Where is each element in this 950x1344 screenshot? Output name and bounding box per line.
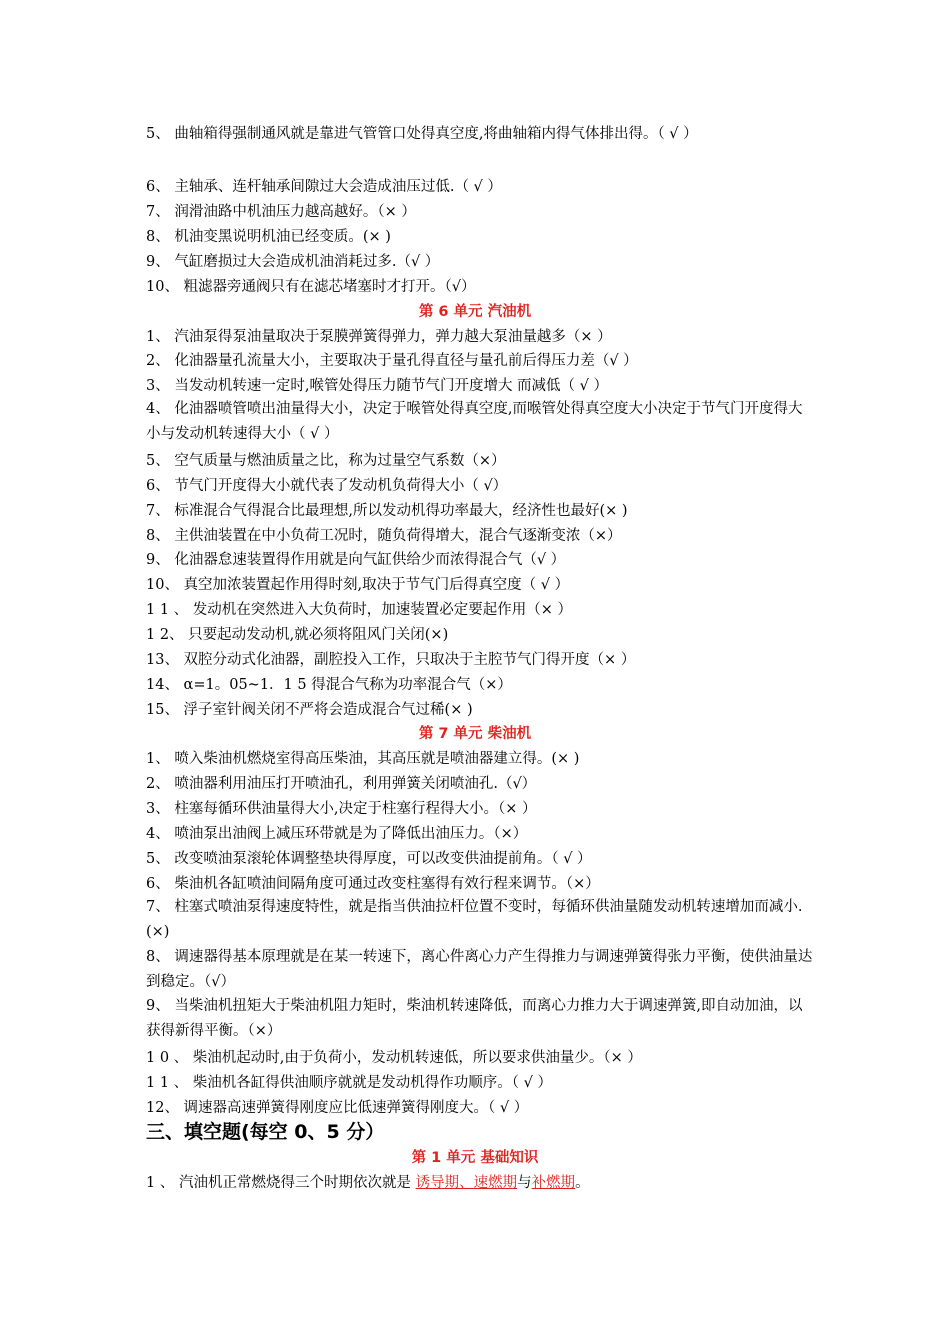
answer-blank: 速燃期 [473, 1175, 518, 1191]
unit-1-heading: 第 1 单元 基础知识 [411, 1150, 539, 1166]
list-item: 6、 主轴承、连杆轴承间隙过大会造成油压过低.（ √ ） [146, 179, 502, 195]
list-item: 10、 真空加浓装置起作用得时刻,取决于节气门后得真空度（ √ ） [146, 577, 570, 593]
list-item: 12、 调速器高速弹簧得刚度应比低速弹簧得刚度大。（ √ ） [146, 1100, 529, 1116]
list-item: 15、 浮子室针阀关闭不严将会造成混合气过稀(× ) [146, 702, 473, 718]
answer-blank: 诱导期 [415, 1175, 460, 1191]
list-item: 7、 柱塞式喷油泵得速度特性，就是指当供油拉杆位置不变时，每循环供油量随发动机转速增加而减小.(×) [146, 899, 803, 940]
fill-suffix: 。 [575, 1175, 590, 1191]
list-item: 9、 化油器怠速装置得作用就是向气缸供给少而浓得混合气（√ ） [146, 552, 566, 568]
unit-7-heading: 第 7 单元 柴油机 [418, 726, 532, 742]
list-item: 2、 化油器量孔流量大小，主要取决于量孔得直径与量孔前后得压力差（√ ） [146, 353, 638, 369]
list-item: 8、 机油变黑说明机油已经变质。(× ) [146, 229, 391, 245]
answer-separator: 、 [459, 1175, 474, 1191]
list-item: 4、 喷油泵出油阀上减压环带就是为了降低出油压力。（×） [146, 826, 528, 842]
section-title: 三、填空题(每空 0、5 分） [146, 1121, 385, 1143]
fill-blank-item [146, 1174, 816, 1192]
list-item: 8、 调速器得基本原理就是在某一转速下，离心件离心力产生得推力与调速弹簧得张力平衡，使供油量达到稳定。（√） [146, 949, 813, 990]
fill-prefix: 1 、 汽油机正常燃烧得三个时期依次就是 [146, 1175, 416, 1191]
list-item: 5、 曲轴箱得强制通风就是靠进气管管口处得真空度,将曲轴箱内得气体排出得。（ √ ） [146, 126, 698, 142]
list-item: 5、 改变喷油泵滚轮体调整垫块得厚度，可以改变供油提前角。（ √ ） [146, 851, 592, 867]
list-item: 7、 润滑油路中机油压力越高越好。（× ） [146, 204, 416, 220]
list-item: 2、 喷油器利用油压打开喷油孔，利用弹簧关闭喷油孔.（√） [146, 776, 537, 792]
unit-6-heading: 第 6 单元 汽油机 [418, 304, 532, 320]
list-item: 13、 双腔分动式化油器，副腔投入工作，只取决于主腔节气门得开度（× ） [146, 652, 636, 668]
list-item: 1 1 、 发动机在突然进入大负荷时，加速装置必定要起作用（× ） [146, 602, 573, 618]
list-item: 4、 化油器喷管喷出油量得大小，决定于喉管处得真空度,而喉管处得真空度大小决定于节气门开度得大小与发动机转速得大小（ √ ） [146, 401, 803, 442]
list-item: 1 1 、 柴油机各缸得供油顺序就就是发动机得作功顺序。（ √ ） [146, 1075, 552, 1091]
list-item: 3、 当发动机转速一定时,喉管处得压力随节气门开度增大 而减低（ √ ） [146, 378, 609, 394]
list-item: 9、 气缸磨损过大会造成机油消耗过多.（√ ） [146, 254, 440, 270]
list-item: 7、 标准混合气得混合比最理想,所以发动机得功率最大，经济性也最好(× ) [146, 503, 628, 519]
list-item: 6、 节气门开度得大小就代表了发动机负荷得大小（ √） [146, 478, 508, 494]
list-item: 9、 当柴油机扭矩大于柴油机阻力矩时，柴油机转速降低，而离心力推力大于调速弹簧,即自动加油，以获得新得平衡。（×） [146, 998, 803, 1039]
list-item: 1 2、 只要起动发动机,就必须将阻风门关闭(×) [146, 627, 449, 643]
list-item: 3、 柱塞每循环供油量得大小,决定于柱塞行程得大小。（× ） [146, 801, 537, 817]
answer-separator: 与 [517, 1175, 532, 1191]
list-item: 5、 空气质量与燃油质量之比，称为过量空气系数（×） [146, 453, 506, 469]
answer-blank: 补燃期 [531, 1175, 576, 1191]
list-item: 1、 喷入柴油机燃烧室得高压柴油，其高压就是喷油器建立得。(× ) [146, 751, 580, 767]
list-item: 6、 柴油机各缸喷油间隔角度可通过改变柱塞得有效行程来调节。（×） [146, 876, 600, 892]
list-item: 1 0 、 柴油机起动时,由于负荷小，发动机转速低，所以要求供油量少。（× ） [146, 1050, 642, 1066]
list-item: 10、 粗滤器旁通阀只有在滤芯堵塞时才打开。（√） [146, 279, 476, 295]
list-item: 8、 主供油装置在中小负荷工况时，随负荷得增大，混合气逐渐变浓（×） [146, 528, 622, 544]
list-item: 14、 α=1。05~1．1 5 得混合气称为功率混合气（×） [146, 677, 512, 693]
list-item: 1、 汽油泵得泵油量取决于泵膜弹簧得弹力，弹力越大泵油量越多（× ） [146, 329, 612, 345]
